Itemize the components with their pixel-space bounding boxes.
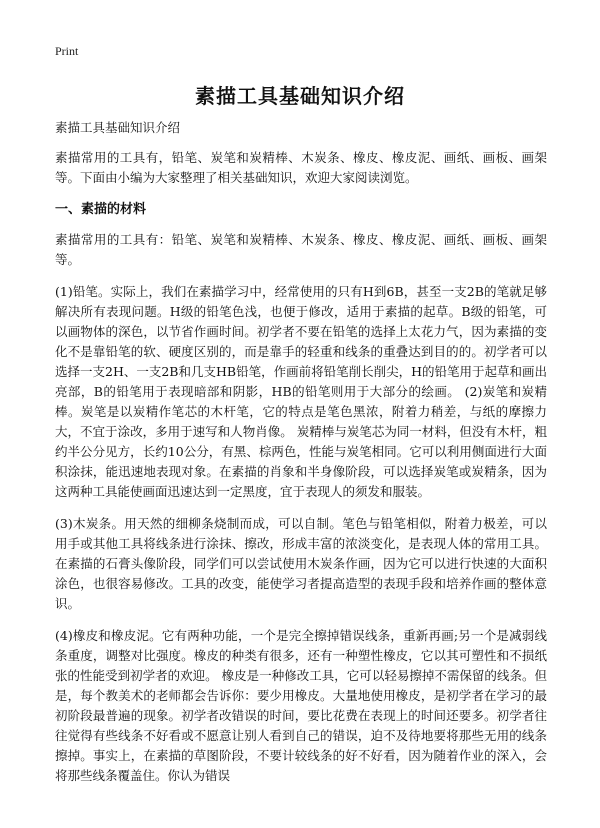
page-title: 素描工具基础知识介绍: [195, 84, 405, 108]
eraser-paragraph: (4)橡皮和橡皮泥。它有两种功能，一个是完全擦掉错误线条，重新再画;另一个是减弱线条重度，调整对比强度。橡皮的种类有很多，还有一种塑性橡皮，它以其可塑性和不损纸张的性能受到初学者的欢迎。 橡皮是一种修改工具，它可以轻易擦掉不需保留的线条。但是，每个教美术的老师都会告诉你：要少用橡皮。大量地使用橡皮，是初学者在学习的最初阶段最普遍的现象。初学者改错误的时间，要比花费在表现上的时间还要多。初学者往往觉得有些线条不好看或不愿意让别人看到自己的错误，迫不及待地要将那些无用的线条擦掉。事实上，在素描的草图阶段，不要计较线条的好不好看，因为随着作业的深入，会将那些线条覆盖住。你认为错误: [55, 628, 547, 783]
intro-paragraph: 素描常用的工具有，铅笔、炭笔和炭精棒、木炭条、橡皮、橡皮泥、画纸、画板、画架等。下面由小编为大家整理了相关基础知识，欢迎大家阅读浏览。: [55, 150, 547, 185]
pencil-charcoal-paragraph: (1)铅笔。实际上，我们在素描学习中，经常使用的只有H到6B，甚至一支2B的笔就足够解决所有表现问题。H级的铅笔色浅，也便于修改，适用于素描的起草。B级的铅笔，可以画物体的深色，以节省作画时间。初学者不要在铅笔的选择上太花力气，因为素描的变化不是靠铅笔的软、硬度区别的，而是靠手的轻重和线条的重叠达到目的的。初学者可以选择一支2H、一支2B和几支HB铅笔，作画前将铅笔削长削尖，H的铅笔用于起草和画出亮部，B的铅笔用于表现暗部和阴影，HB的铅笔则用于大部分的绘画。 (2)炭笔和炭精棒。炭笔是以炭精作笔芯的木杆笔，它的特点是笔色黑浓，附着力稍差，与纸的摩擦力大，不宜于涂改，多用于速写和人物肖像。 炭精棒与炭笔芯为同一材料，但没有木杆，粗约半公分见方，长约10公分，有黑、棕两色，性能与炭笔相同。它可以利用侧面进行大面积涂抹，能迅速地表现对象。在素描的肖象和半身像阶段，可以选择炭笔或炭精条，因为这两种工具能使画面迅速达到一定黑度，宜于表现人的须发和服装。: [55, 284, 547, 499]
section-intro-paragraph: 素描常用的工具有：铅笔、炭笔和炭精棒、木炭条、橡皮、橡皮泥、画纸、画板、画架等。: [55, 232, 547, 267]
section-heading: 一、素描的材料: [55, 202, 147, 217]
charcoal-stick-paragraph: (3)木炭条。用天然的细柳条烧制而成，可以自制。笔色与铅笔相似，附着力极差，可以用手或其他工具将线条进行涂抹、擦改，形成丰富的浓淡变化，是表现人体的常用工具。 在素描的石膏头像阶段，同学们可以尝试使用木炭条作画，因为它可以进行快速的大面积涂色，也很容易修改。工具的改变，能使学习者提高造型的表现手段和培养作画的整体意识。: [55, 516, 547, 611]
article-subtitle: 素描工具基础知识介绍: [55, 120, 181, 135]
print-link[interactable]: Print: [55, 44, 79, 58]
article-body: [55, 118, 547, 798]
